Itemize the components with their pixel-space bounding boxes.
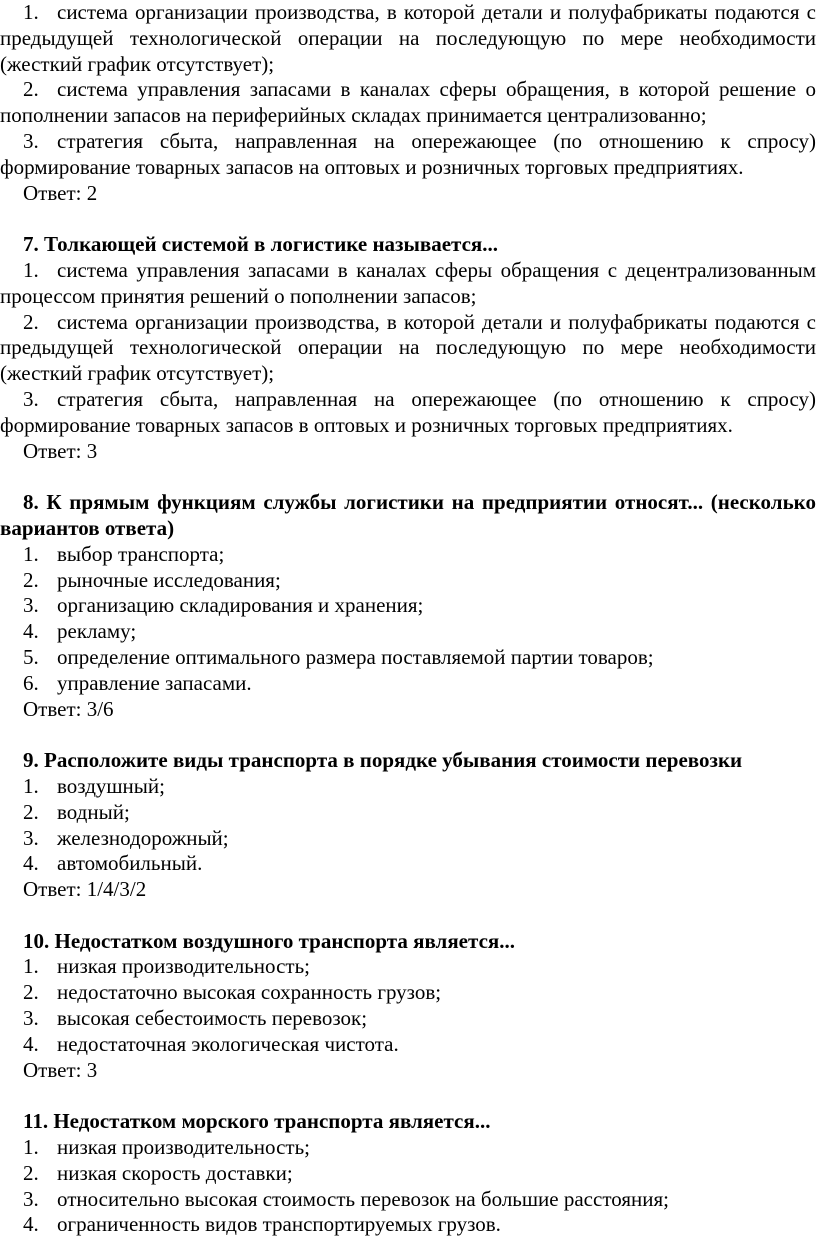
option-item xyxy=(0,0,816,77)
option-item xyxy=(0,258,816,310)
option-item xyxy=(0,800,816,826)
option-number: 2. xyxy=(23,799,39,824)
option-item xyxy=(0,77,816,129)
spacer xyxy=(0,206,816,232)
question-6-tail xyxy=(0,0,816,206)
option-item xyxy=(0,1135,816,1161)
option-text: рекламу; xyxy=(57,619,137,644)
option-item xyxy=(0,1032,816,1058)
question-title: 10. Недостатком воздушного транспорта является... xyxy=(23,928,516,953)
option-number: 3. xyxy=(23,593,39,618)
question-7 xyxy=(0,232,816,464)
option-text: низкая скорость доставки; xyxy=(57,1160,293,1185)
option-text: стратегия сбыта, направленная на опережающее (по отношению к спросу) формирование товарных запасов в оптовых и розничных торговых предприятиях. xyxy=(0,386,816,437)
question-9 xyxy=(0,748,816,903)
question-10 xyxy=(0,929,816,1084)
option-text: управление запасами. xyxy=(57,670,252,695)
spacer xyxy=(0,464,816,490)
question-title: 7. Толкающей системой в логистике называется... xyxy=(23,232,499,257)
answer-line: Ответ: 3/6 xyxy=(23,696,114,721)
option-text: воздушный; xyxy=(57,773,165,798)
option-item xyxy=(0,645,816,671)
option-item xyxy=(0,980,816,1006)
option-item xyxy=(0,851,816,877)
spacer xyxy=(0,1083,816,1109)
option-number: 4. xyxy=(23,619,39,644)
option-number: 2. xyxy=(23,980,39,1005)
answer-line: Ответ: 3 xyxy=(23,438,98,463)
option-number: 2. xyxy=(23,1160,39,1185)
question-title: 11. Недостатком морского транспорта является... xyxy=(23,1109,491,1134)
option-item xyxy=(0,774,816,800)
option-text: выбор транспорта; xyxy=(57,541,225,566)
option-text: водный; xyxy=(57,799,130,824)
option-number: 2. xyxy=(23,309,39,334)
option-item xyxy=(0,1161,816,1187)
spacer xyxy=(0,903,816,929)
option-item xyxy=(0,1187,816,1213)
option-number: 3. xyxy=(23,128,39,153)
option-text: система организации производства, в которой детали и полуфабрикаты подаются с предыдущей технологической операции на последующую по мере необходимости (жесткий график отсутствует); xyxy=(0,309,816,386)
option-text: стратегия сбыта, направленная на опережающее (по отношению к спросу) формирование товарных запасов на оптовых и розничных торговых предприятиях. xyxy=(0,128,816,179)
option-text: низкая производительность; xyxy=(57,1135,310,1160)
option-item xyxy=(0,826,816,852)
answer-line: Ответ: 2 xyxy=(23,180,98,205)
option-number: 3. xyxy=(23,386,39,411)
option-item xyxy=(0,954,816,980)
option-text: система организации производства, в которой детали и полуфабрикаты подаются с предыдущей технологической операции на последующую по мере необходимости (жесткий график отсутствует); xyxy=(0,0,816,76)
option-text: относительно высокая стоимость перевозок на большие расстояния; xyxy=(57,1186,669,1211)
option-number: 3. xyxy=(23,1006,39,1031)
option-number: 6. xyxy=(23,670,39,695)
option-text: низкая производительность; xyxy=(57,954,310,979)
option-item xyxy=(0,593,816,619)
option-text: ограниченность видов транспортируемых грузов. xyxy=(57,1212,501,1237)
option-number: 1. xyxy=(23,257,39,282)
question-title: 9. Расположите виды транспорта в порядке убывания стоимости перевозки xyxy=(23,748,743,773)
option-item xyxy=(0,671,816,697)
option-item xyxy=(0,542,816,568)
question-8 xyxy=(0,490,816,722)
option-number: 4. xyxy=(23,851,39,876)
option-number: 5. xyxy=(23,644,39,669)
option-item xyxy=(0,619,816,645)
option-text: железнодорожный; xyxy=(57,825,229,850)
option-item xyxy=(0,387,816,439)
question-title: 8. К прямым функциям службы логистики на предприятии относят... (несколько вариантов ответа) xyxy=(0,490,816,540)
option-text: система управления запасами в каналах сферы обращения с децентрализованным процессом принятия решений о пополнении запасов; xyxy=(0,257,816,308)
option-text: определение оптимального размера поставляемой партии товаров; xyxy=(57,644,654,669)
option-item xyxy=(0,1212,816,1238)
option-item xyxy=(0,568,816,594)
question-11 xyxy=(0,1109,816,1238)
option-text: недостаточная экологическая чистота. xyxy=(57,1031,399,1056)
option-text: недостаточно высокая сохранность грузов; xyxy=(57,980,442,1005)
option-text: рыночные исследования; xyxy=(57,567,281,592)
option-item xyxy=(0,310,816,387)
option-number: 4. xyxy=(23,1212,39,1237)
spacer xyxy=(0,722,816,748)
option-number: 2. xyxy=(23,77,39,102)
option-number: 1. xyxy=(23,954,39,979)
option-item xyxy=(0,1006,816,1032)
option-number: 2. xyxy=(23,567,39,592)
option-item xyxy=(0,129,816,181)
option-number: 1. xyxy=(23,541,39,566)
option-text: высокая себестоимость перевозок; xyxy=(57,1006,368,1031)
option-number: 4. xyxy=(23,1031,39,1056)
option-number: 3. xyxy=(23,825,39,850)
option-text: система управления запасами в каналах сферы обращения, в которой решение о пополнении запасов на периферийных складах принимается централизованно; xyxy=(0,77,816,128)
option-number: 3. xyxy=(23,1186,39,1211)
option-number: 1. xyxy=(23,0,39,24)
option-number: 1. xyxy=(23,773,39,798)
option-text: автомобильный. xyxy=(57,851,203,876)
answer-line: Ответ: 3 xyxy=(23,1057,98,1082)
option-number: 1. xyxy=(23,1135,39,1160)
answer-line: Ответ: 1/4/3/2 xyxy=(23,877,147,902)
option-text: организацию складирования и хранения; xyxy=(57,593,424,618)
